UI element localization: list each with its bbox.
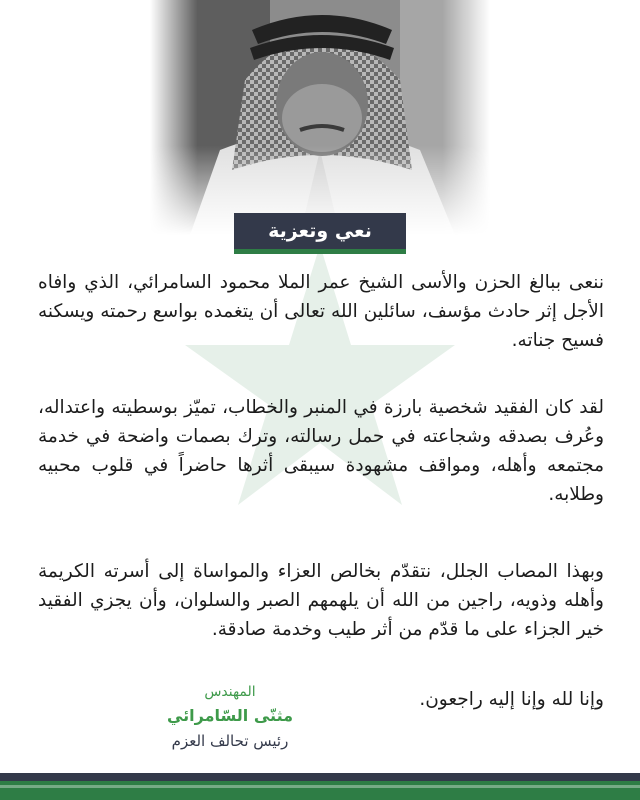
paragraph-announcement: ننعى ببالغ الحزن والأسى الشيخ عمر الملا محمود السامرائي، الذي وافاه الأجل إثر حادث مؤسف، سائلين الله تعالى أن يتغمده بواسع رحمته ويسكنه فسيح جناته. [38, 272, 604, 351]
signature-role: رئيس تحالف العزم [171, 732, 289, 750]
portrait-photo [150, 0, 490, 235]
paragraph-closing-verse: وإنا لله وإنا إليه راجعون. [419, 689, 604, 710]
paragraph-tribute: لقد كان الفقيد شخصية بارزة في المنبر والخطاب، تميّز بوسطيته واعتداله، وعُرف بصدقه وشجاعته في حمل رسالته، وترك بصمات واضحة في خدمة مجتمعه وأهله، ومواقف مشهودة سيبقى أثرها حاضراً في قلوب محبيه وطلابه. [38, 397, 604, 505]
signature-title: المهندس [204, 684, 256, 700]
signature-name: مثنّى السّامرائي [166, 706, 294, 725]
page-title: نعي وتعزية [268, 220, 372, 242]
bottom-decorative-bar [0, 773, 640, 800]
paragraph-condolence: وبهذا المصاب الجلل، نتقدّم بخالص العزاء والمواساة إلى أسرته الكريمة وأهله وذويه، راجين من الله أن يلهمهم الصبر والسلوان، وأن يجزي الفقيد خير الجزاء على ما قدّم من أثر طيب وخدمة صادقة. [38, 561, 604, 640]
title-banner [234, 213, 406, 249]
title-accent-stripe [234, 249, 406, 254]
